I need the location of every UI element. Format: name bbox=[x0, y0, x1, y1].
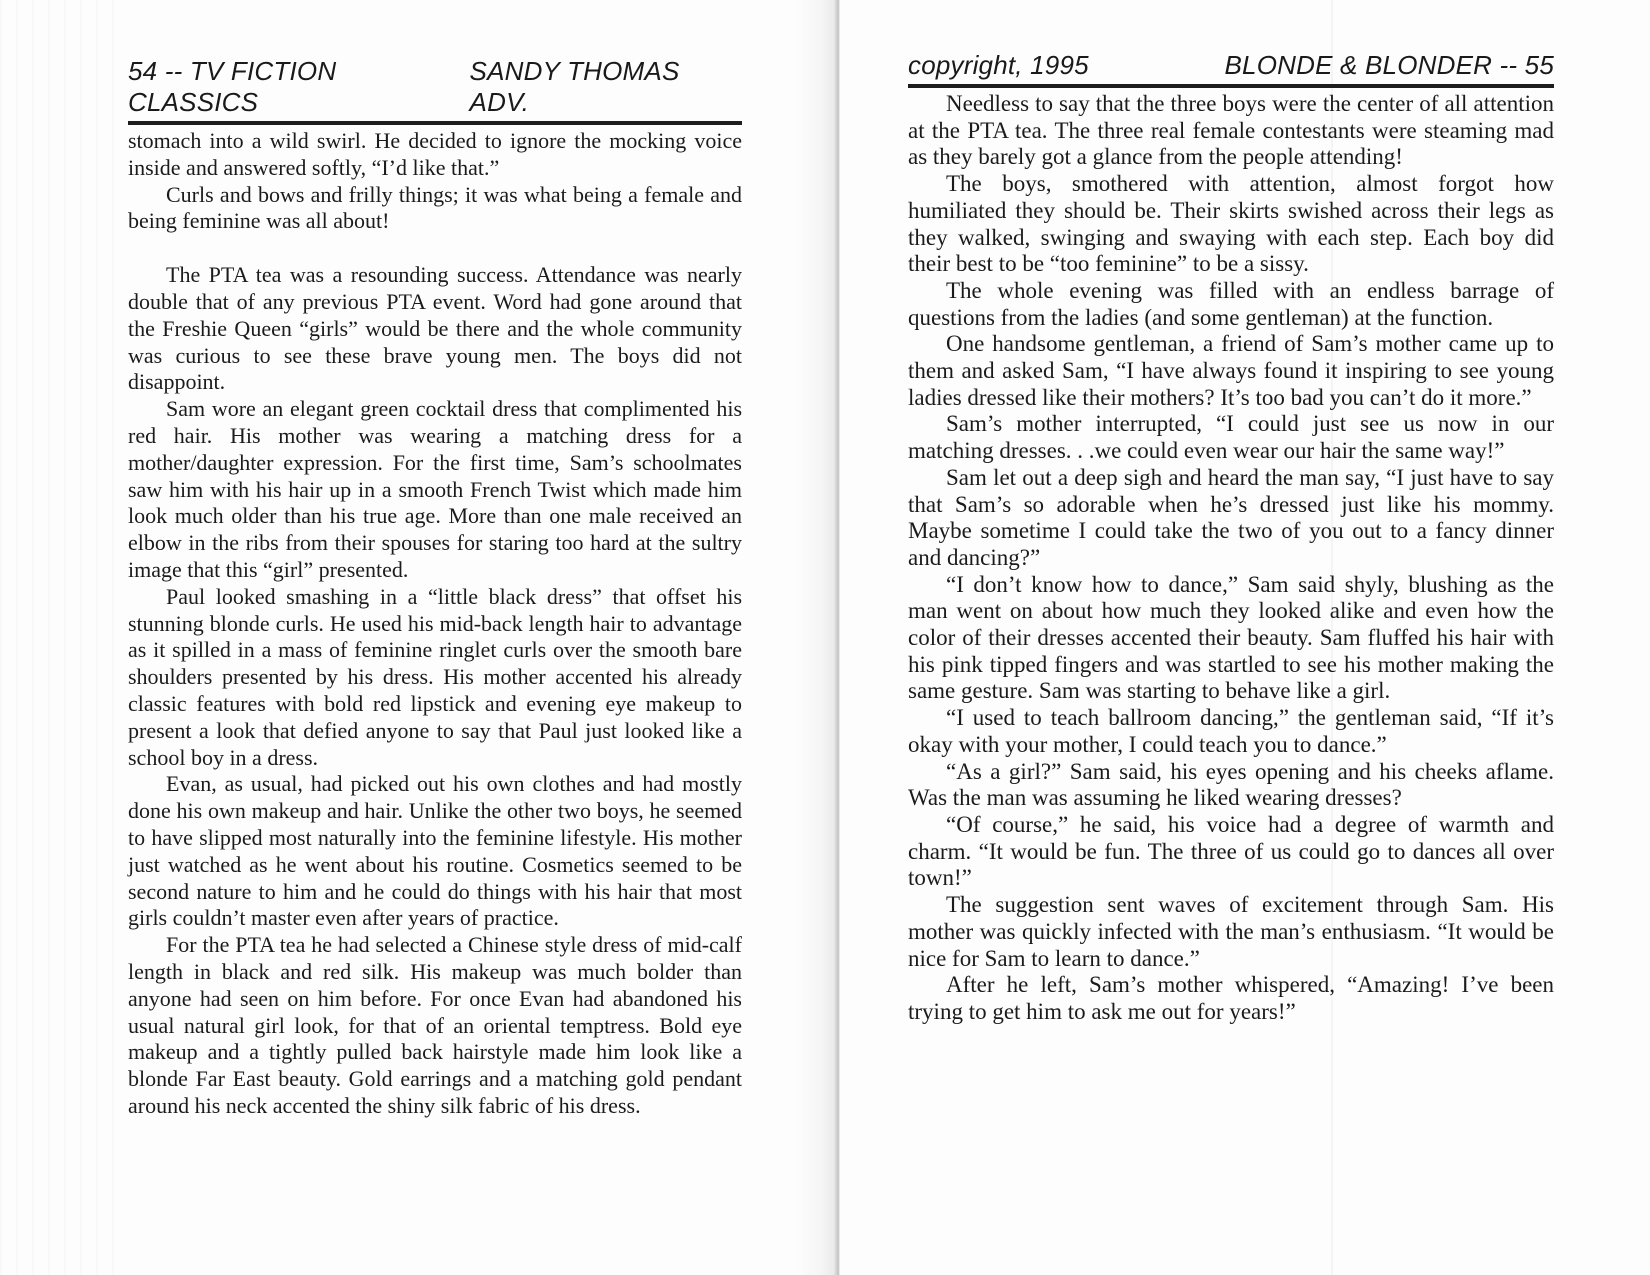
paragraph: “I used to teach ballroom dancing,” the gentleman said, “If it’s okay with your mother, I could teach you to dance.” bbox=[908, 705, 1554, 757]
paragraph: One handsome gentleman, a friend of Sam’s mother came up to them and asked Sam, “I have always found it inspiring to see young ladies dressed like their mothers? It’s too bad you can’t do it more.” bbox=[908, 331, 1554, 410]
paragraph: stomach into a wild swirl. He decided to ignore the mocking voice inside and answered softly, “I’d like that.” bbox=[128, 128, 742, 180]
right-page-title-number: BLONDE & BLONDER -- 55 bbox=[1224, 50, 1554, 80]
paragraph: The whole evening was filled with an endless barrage of questions from the ladies (and some gentleman) at the function. bbox=[908, 277, 1554, 330]
left-page-number-title: 54 -- TV FICTION CLASSICS bbox=[128, 56, 337, 117]
right-page-header bbox=[908, 50, 1554, 88]
left-page bbox=[128, 56, 742, 1120]
right-page-copyright: copyright, 1995 bbox=[908, 50, 1089, 80]
right-page-body bbox=[908, 91, 1554, 1026]
paragraph: Sam wore an elegant green cocktail dress that complimented his red hair. His mother was wearing a matching dress for a mother/daughter expression. For the first time, Sam’s schoolmates saw him with his hair up in a smooth French Twist which made him look much older than his true age. More than one male received an elbow in the ribs from their spouses for staring too hard at the sultry image that this “girl” presented. bbox=[128, 396, 742, 582]
paragraph: Sam let out a deep sigh and heard the man say, “I just have to say that Sam’s so adorable when he’s dressed just like his mommy. Maybe sometime I could take the two of you out to a fancy dinner and dancing?” bbox=[908, 464, 1554, 570]
paragraph: The boys, smothered with attention, almost forgot how humiliated they should be. Their skirts swished across their legs as they walked, swinging and swaying with each step. Each boy did their best to be “too feminine” to be a sissy. bbox=[908, 171, 1554, 277]
paragraph: Curls and bows and frilly things; it was what being a female and being feminine was all about! bbox=[128, 181, 742, 234]
paragraph: Sam’s mother interrupted, “I could just see us now in our matching dresses. . .we could even wear our hair the same way!” bbox=[908, 411, 1554, 464]
left-page-publisher: SANDY THOMAS ADV. bbox=[469, 56, 680, 117]
paragraph: Evan, as usual, had picked out his own clothes and had mostly done his own makeup and hair. Unlike the other two boys, he seemed to have slipped most naturally into the feminine lifestyle. His mother just watched as he went about his routine. Cosmetics seemed to be second nature to him and he could do things with his hair that most girls couldn’t master even after years of practice. bbox=[128, 771, 742, 931]
paragraph: “Of course,” he said, his voice had a degree of warmth and charm. “It would be fun. The three of us could go to dances all over town!” bbox=[908, 811, 1554, 891]
right-page bbox=[908, 50, 1554, 1026]
paragraph: After he left, Sam’s mother whispered, “Amazing! I’ve been trying to get him to ask me out for years!” bbox=[908, 972, 1554, 1024]
paragraph: The suggestion sent waves of excitement through Sam. His mother was quickly infected with the man’s enthusiasm. “It would be nice for Sam to learn to dance.” bbox=[908, 892, 1554, 971]
paragraph: “As a girl?” Sam said, his eyes opening and his cheeks aflame. Was the man was assuming he liked wearing dresses? bbox=[908, 758, 1554, 811]
paragraph: “I don’t know how to dance,” Sam said shyly, blushing as the man went on about how much they looked alike and even how the color of their dresses accented their beauty. Sam fluffed his hair with his pink tipped fingers and was startled to see his mother making the same gesture. Sam was starting to behave like a girl. bbox=[908, 571, 1554, 704]
left-page-body bbox=[128, 128, 742, 1120]
paragraph: The PTA tea was a resounding success. Attendance was nearly double that of any previous PTA event. Word had gone around that the Freshie Queen “girls” would be there and the whole community was curious to see these brave young men. The boys did not disappoint. bbox=[128, 262, 742, 395]
paragraph: Paul looked smashing in a “little black dress” that offset his stunning blonde curls. He used his mid-back length hair to advantage as it spilled in a mass of feminine ringlet curls over the smooth bare shoulders presented by his dress. His mother accented his already classic features with bold red lipstick and evening eye makeup to present a look that defied anyone to say that Paul just looked like a school boy in a dress. bbox=[128, 583, 742, 770]
scan-edge-artifact bbox=[0, 0, 115, 1275]
left-page-header bbox=[128, 56, 742, 125]
paragraph: Needless to say that the three boys were the center of all attention at the PTA tea. The three real female contestants were steaming mad as they barely got a glance from the people attending! bbox=[908, 91, 1554, 170]
paragraph: For the PTA tea he had selected a Chinese style dress of mid-calf length in black and red silk. His makeup was much bolder than anyone had seen on him before. For once Evan had abandoned his usual natural girl look, for that of an oriental temptress. Bold eye makeup and a tightly pulled back hairstyle made him look like a blonde Far East beauty. Gold earrings and a matching gold pendant around his neck accented the shiny silk fabric of his dress. bbox=[128, 932, 742, 1118]
page-gutter-shadow bbox=[796, 0, 840, 1275]
